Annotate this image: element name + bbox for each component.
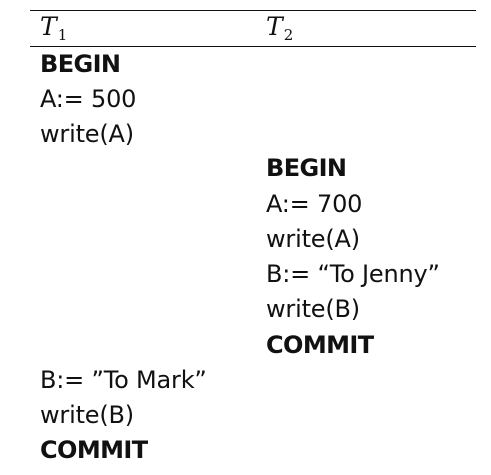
- column-header-t1: [40, 10, 67, 47]
- t2-write-a: write(A): [266, 225, 360, 253]
- t1-assign-a: A:= 500: [40, 85, 137, 113]
- t2-assign-a: A:= 700: [266, 190, 363, 218]
- t2-assign-b: B:= “To Jenny”: [266, 260, 440, 288]
- t1-commit: COMMIT: [40, 436, 148, 464]
- header-t2-subscript: 2: [283, 26, 294, 44]
- t2-begin: BEGIN: [266, 154, 347, 182]
- t1-begin: BEGIN: [40, 50, 121, 78]
- header-t2-base: T: [266, 12, 283, 41]
- table-top-rule: [30, 10, 476, 11]
- t2-write-b: write(B): [266, 295, 360, 323]
- header-t1-base: T: [40, 12, 57, 41]
- t1-assign-b: B:= ”To Mark”: [40, 366, 207, 394]
- t1-write-b: write(B): [40, 401, 134, 429]
- t2-commit: COMMIT: [266, 331, 374, 359]
- header-t1-subscript: 1: [57, 26, 68, 44]
- t1-write-a: write(A): [40, 120, 134, 148]
- column-header-t2: [266, 10, 293, 47]
